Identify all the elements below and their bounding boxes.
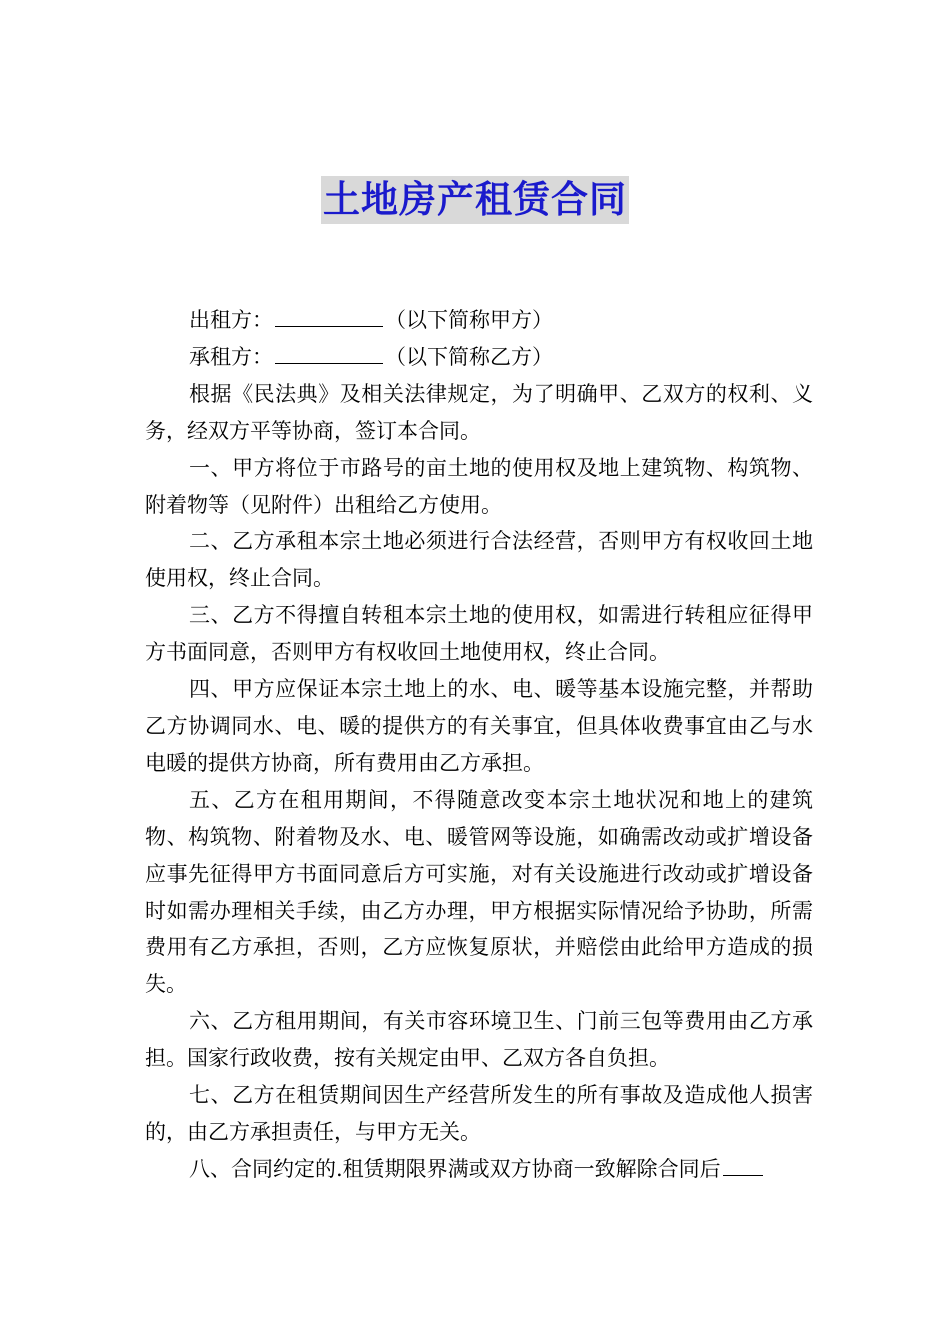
lessor-suffix: （以下简称甲方） <box>385 308 553 332</box>
title-wrap <box>0 176 950 224</box>
lessee-line <box>145 339 813 376</box>
contract-body <box>145 302 813 1188</box>
clause-6: 六、乙方租用期间，有关市容环境卫生、门前三包等费用由乙方承担。国家行政收费，按有关规定由甲、乙双方各自负担。 <box>145 1009 813 1071</box>
lessor-label: 出租方： <box>189 308 273 332</box>
clause-8-text: 八、合同约定的.租赁期限界满或双方协商一致解除合同后 <box>189 1156 721 1181</box>
lessor-blank <box>275 304 383 327</box>
lessee-label: 承租方： <box>189 344 273 369</box>
clause-8-blank <box>723 1153 763 1176</box>
clause-3: 三、乙方不得擅自转租本宗土地的使用权，如需进行转租应征得甲方书面同意，否则甲方有权收回土地使用权，终止合同。 <box>145 603 813 665</box>
lessor-line <box>145 302 813 339</box>
lessee-blank <box>275 341 383 364</box>
clause-8 <box>145 1151 813 1188</box>
clause-5: 五、乙方在租用期间，不得随意改变本宗土地状况和地上的建筑物、构筑物、附着物及水、电、暖管网等设施，如确需改动或扩增设备应事先征得甲方书面同意后方可实施，对有关设施进行改动或扩增设备时如需办理相关手续，由乙方办理，甲方根据实际情况给予协助，所需费用有乙方承担，否则，乙方应恢复原状，并赔偿由此给甲方造成的损失。 <box>145 787 813 997</box>
clause-2: 二、乙方承租本宗土地必须进行合法经营，否则甲方有权收回土地使用权，终止合同。 <box>145 529 813 591</box>
document-title: 土地房产租赁合同 <box>321 176 629 224</box>
clause-7: 七、乙方在租赁期间因生产经营所发生的所有事故及造成他人损害的，由乙方承担责任，与甲方无关。 <box>145 1083 813 1144</box>
intro-paragraph: 根据《民法典》及相关法律规定，为了明确甲、乙双方的权利、义务，经双方平等协商，签订本合同。 <box>145 381 813 443</box>
clause-1: 一、甲方将位于市路号的亩土地的使用权及地上建筑物、构筑物、附着物等（见附件）出租给乙方使用。 <box>145 455 813 517</box>
lessee-suffix: （以下简称乙方） <box>385 344 553 369</box>
clause-4: 四、甲方应保证本宗土地上的水、电、暖等基本设施完整，并帮助乙方协调同水、电、暖的提供方的有关事宜，但具体收费事宜由乙与水电暖的提供方协商，所有费用由乙方承担。 <box>145 677 813 775</box>
